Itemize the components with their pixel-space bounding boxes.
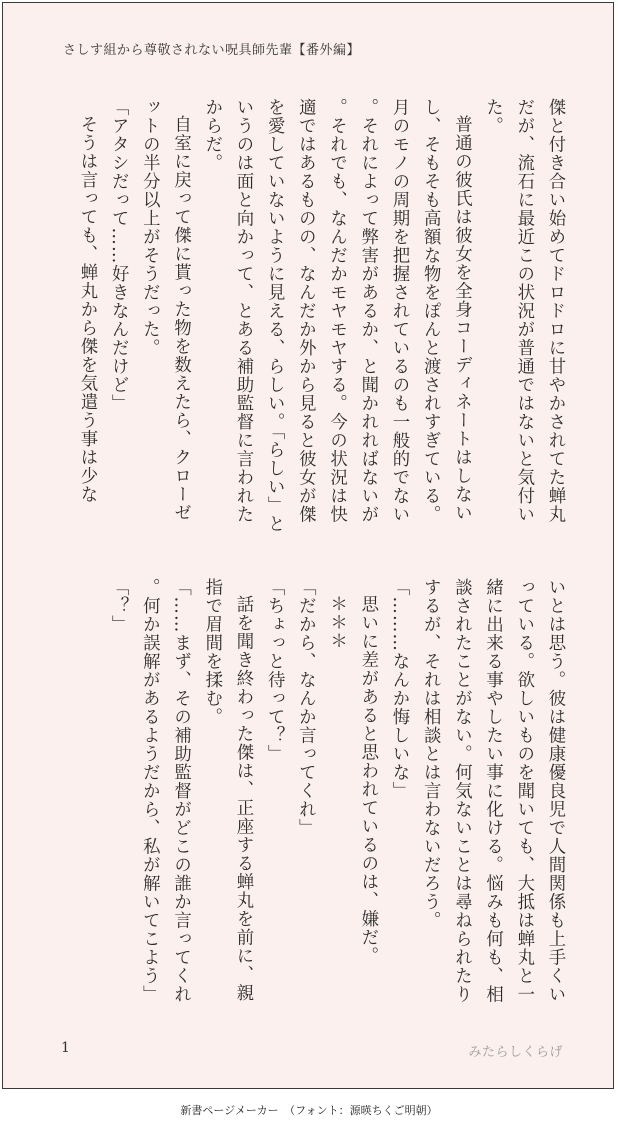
page-number: 1 — [61, 1040, 70, 1056]
dialogue-line: 「………なんか悔しいな」 — [388, 578, 409, 800]
dialogue-line: 「だから、なんか言ってくれ」 — [295, 578, 316, 837]
scene-break: ＊＊＊ — [326, 595, 347, 651]
paragraph: いとは思う。彼は健康優良児で人間関係も上手くいっている。欲しいものを聞いても、大抵は蝉丸と一緒に出来る事やしたい事に化ける。悩みも何も、相談されたことがない。何気ないことは尋ねられたりするが、それは相談とは言わないだろう。 — [420, 578, 565, 1004]
dialogue-line: 「……まず、その補助監督がどこの誰か言ってくれ。何か誤解があるようだから、私が解いてこよう」 — [139, 578, 191, 1004]
page-header-title: さしす組から尊敬されない呪具師先輩【番外編】 — [63, 43, 361, 58]
paragraph: 自室に戻って傑に貰った物を数えたら、クローゼットの半分以上がそうだった。 — [139, 98, 191, 523]
text-block-lower — [60, 578, 570, 1016]
dialogue-line: 「ちょっと待って？」 — [264, 578, 285, 763]
paragraph: 思いに差があると思われているのは、嫌だ。 — [357, 595, 378, 966]
generator-credit: 新書ページメーカー （フォント：源暎ちくご明朝） — [180, 1104, 438, 1117]
paragraph: 話を聞き終わった傑は、正座する蝉丸を前に、親指で眉間を揉む。 — [201, 578, 253, 1003]
dialogue-line: 「？」 — [108, 578, 129, 634]
paragraph: 普通の彼氏は彼女を全身コーディネートはしないし、そもそも高額な物をぽんと渡されすぎている。月のモノの周期を把握されているのも一般的でない。それによって弊害があるか、と聞かれればないが。それでも、なんだかモヤモヤする。今の状況は快適ではあるものの、なんだか外から見ると彼女が傑を愛していないように見える、らしい。「らしい」というのは面と向かって、とある補助監督に言われたからだ。 — [201, 98, 472, 534]
novel-page — [2, 2, 614, 1089]
paragraph: 傑と付き合い始めてドロドロに甘やかされてた蝉丸だが、流石に最近この状況が普通ではないと気付いた。 — [482, 98, 565, 524]
paragraph: そうは言っても、蝉丸から傑を気遣う事は少な — [76, 115, 97, 504]
text-block-upper — [60, 98, 570, 536]
author-name: みたらしくらげ — [468, 1045, 563, 1060]
dialogue-line: 「アタシだって……好きなんだけど」 — [108, 98, 129, 413]
